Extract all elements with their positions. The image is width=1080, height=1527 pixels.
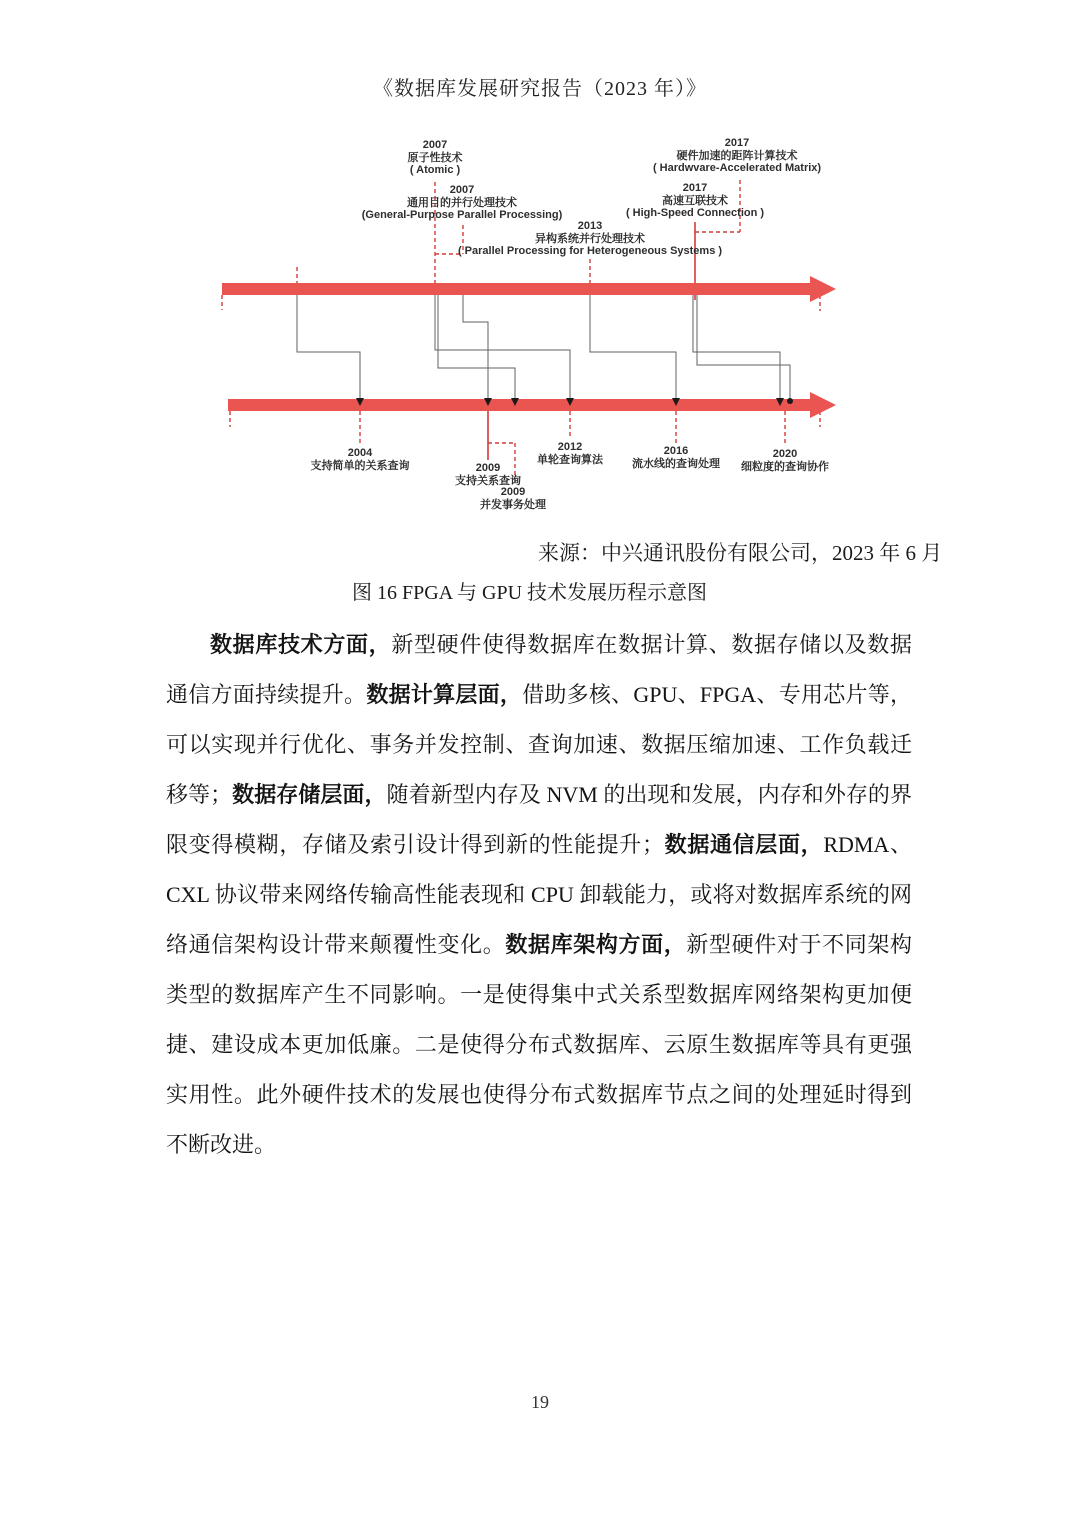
timeline-event-high-speed: 2017 高速互联技术 ( High-Speed Connection ) xyxy=(625,182,765,219)
timeline-event-2009-query: 2009 支持关系查询 xyxy=(455,462,521,487)
page-title: 《数据库发展研究报告（2023 年）》 xyxy=(373,78,707,100)
figure-source: 来源：中兴通讯股份有限公司，2023 年 6 月 xyxy=(538,541,943,565)
timeline-event-2009-txn: 2009 并发事务处理 xyxy=(480,486,546,511)
page-number: 19 xyxy=(531,1392,549,1412)
red-solid-connectors xyxy=(488,222,695,460)
gray-connector-lines xyxy=(297,295,790,401)
text-segment: 新型硬件使得数据库在数据计算、数据存储以及数据通信方面持续提升。 xyxy=(166,632,912,707)
text-segment: 数据库技术方面， xyxy=(210,632,392,657)
text-segment: 数据计算层面， xyxy=(366,682,523,707)
text-segment: 数据存储层面， xyxy=(232,782,387,807)
lower-timeline-arrow xyxy=(228,392,836,418)
timeline-event-atomic: 2007 原子性技术 ( Atomic ) xyxy=(407,139,463,176)
text-segment: 随着新型内存及 NVM 的出现和发展，内存和外存的界限变得模糊，存储及索引设计得到新的性能提升； xyxy=(166,782,912,857)
text-segment: 新型硬件对于不同架构类型的数据库产生不同影响。一是使得集中式关系型数据库网络架构更加便捷、建设成本更加低廉。二是使得分布式数据库、云原生数据库等具有更强实用性。此外硬件技术的发展也使得分布式数据库节点之间的处理延时得到不断改进。 xyxy=(166,932,912,1157)
text-segment: 数据库架构方面， xyxy=(505,932,687,957)
body-paragraph xyxy=(166,620,912,1170)
timeline-event-2004: 2004 支持简单的关系查询 xyxy=(310,447,410,472)
upper-timeline-arrow xyxy=(222,276,836,302)
text-segment: RDMA、CXL 协议带来网络传输高性能表现和 CPU 卸载能力，或将对数据库系统的网络通信架构设计带来颠覆性变化。 xyxy=(166,832,912,957)
text-segment: 数据通信层面， xyxy=(663,832,824,857)
timeline-event-general-purpose: 2007 通用目的并行处理技术 (General-Purpose Parallel Processing) xyxy=(361,184,563,221)
timeline-event-2016: 2016 流水线的查询处理 xyxy=(632,445,720,470)
figure-caption: 图 16 FPGA 与 GPU 技术发展历程示意图 xyxy=(352,582,708,604)
timeline-event-2020: 2020 细粒度的查询协作 xyxy=(741,448,829,473)
fpga-gpu-timeline-diagram xyxy=(200,125,860,530)
timeline-event-2012: 2012 单轮查询算法 xyxy=(537,441,603,466)
timeline-event-hw-matrix: 2017 硬件加速的距阵计算技术 ( Hardwvare-Accelerated Matrix) xyxy=(652,137,822,174)
timeline-event-heterogeneous: 2013 异构系统并行处理技术 ( Parallel Processing for Heterogeneous Systems ) xyxy=(457,220,723,257)
text-segment: 借助多核、GPU、FPGA、专用芯片等，可以实现并行优化、事务并发控制、查询加速、数据压缩加速、工作负载迁移等； xyxy=(166,682,912,807)
